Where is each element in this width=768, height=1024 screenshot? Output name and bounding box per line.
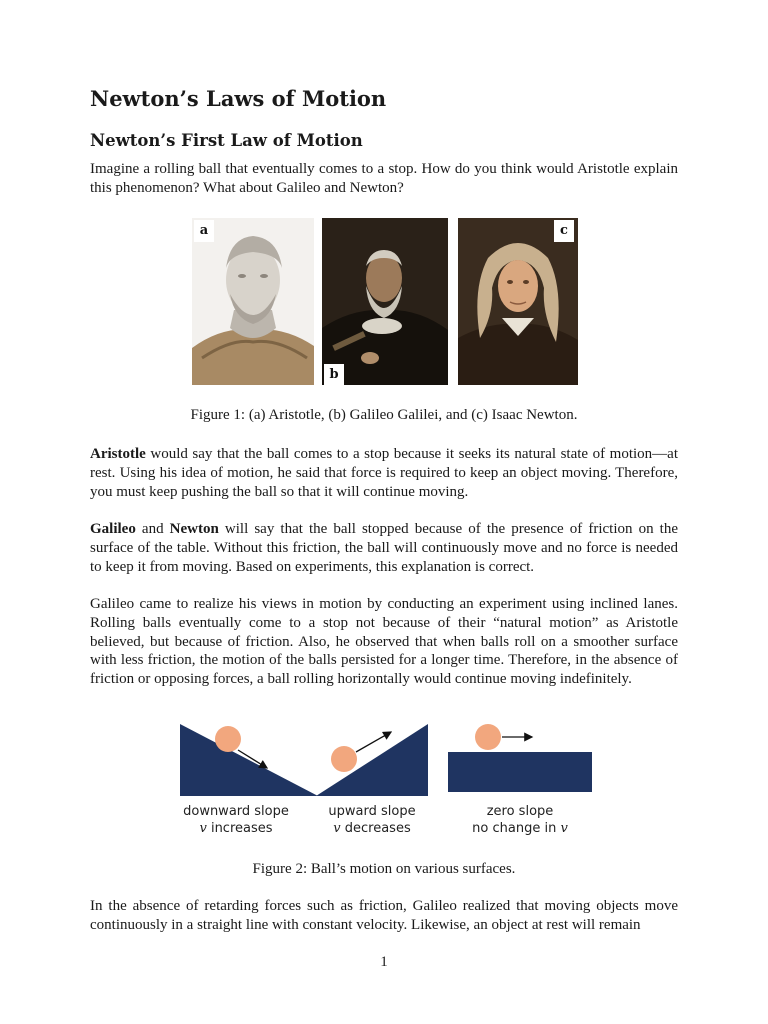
figure-1-caption: Figure 1: (a) Aristotle, (b) Galileo Galilei, and (c) Isaac Newton. bbox=[190, 407, 578, 423]
figure-2-caption: Figure 2: Ball’s motion on various surfaces. bbox=[252, 861, 516, 877]
aristotle-text: would say that the ball comes to a stop because it seeks its natural state of motion—at rest. Using his idea of motion, he said that force is required to keep an object moving. Therefore, you must keep pushing the ball so that it will continue moving. bbox=[90, 446, 678, 500]
portrait-newton bbox=[458, 218, 578, 385]
intro-paragraph: Imagine a rolling ball that eventually comes to a stop. How do you think would Aristotle explain this phenomenon? What about Galileo and Newton? bbox=[90, 161, 678, 196]
closing-paragraph: In the absence of retarding forces such as friction, Galileo realized that moving objects move continuously in a straight line with constant velocity. Likewise, an object at rest will remain bbox=[90, 898, 678, 933]
connector-text: and bbox=[135, 521, 170, 537]
section-title: Newton’s First Law of Motion bbox=[90, 131, 363, 150]
galileo-newton-paragraph bbox=[90, 520, 678, 576]
downward-slope-figure bbox=[180, 724, 318, 796]
experiment-paragraph: Galileo came to realize his views in motion by conducting an experiment using inclined lanes. Rolling balls eventually come to a stop not because of their “natural motion” as Aristotle believed, but because of friction. Also, he observed that when balls roll on a smoother surface with less friction, the motion of the balls persisted for a longer time. Therefore, in the absence of friction or opposing forces, a ball rolling horizontally would continue moving indefinitely. bbox=[90, 596, 678, 688]
portrait-galileo bbox=[322, 218, 448, 385]
slope-label-downward: downward slope v increases bbox=[183, 804, 289, 836]
slope-label-upward: upward slope v decreases bbox=[328, 804, 416, 836]
galileo-name: Galileo bbox=[90, 521, 136, 537]
upward-slope-figure bbox=[316, 724, 428, 796]
newton-name: Newton bbox=[169, 521, 219, 537]
slopes-diagram bbox=[176, 718, 596, 800]
page-title: Newton’s Laws of Motion bbox=[90, 86, 387, 111]
aristotle-paragraph bbox=[90, 445, 678, 501]
figure-label-b: b bbox=[324, 364, 344, 386]
page-number: 1 bbox=[380, 954, 388, 970]
aristotle-name: Aristotle bbox=[90, 446, 146, 462]
galileo-newton-text: will say that the ball stopped because of the presence of friction on the surface of the table. Without this friction, the ball will continuously move and no force is needed to keep it from moving. Based on experiments, this explanation is correct. bbox=[90, 521, 678, 575]
figure-label-a: a bbox=[194, 220, 214, 242]
zero-slope-figure bbox=[448, 724, 592, 792]
figure-label-c: c bbox=[554, 220, 574, 242]
portrait-aristotle bbox=[192, 218, 314, 385]
slope-label-zero: zero slope no change in v bbox=[472, 804, 568, 836]
